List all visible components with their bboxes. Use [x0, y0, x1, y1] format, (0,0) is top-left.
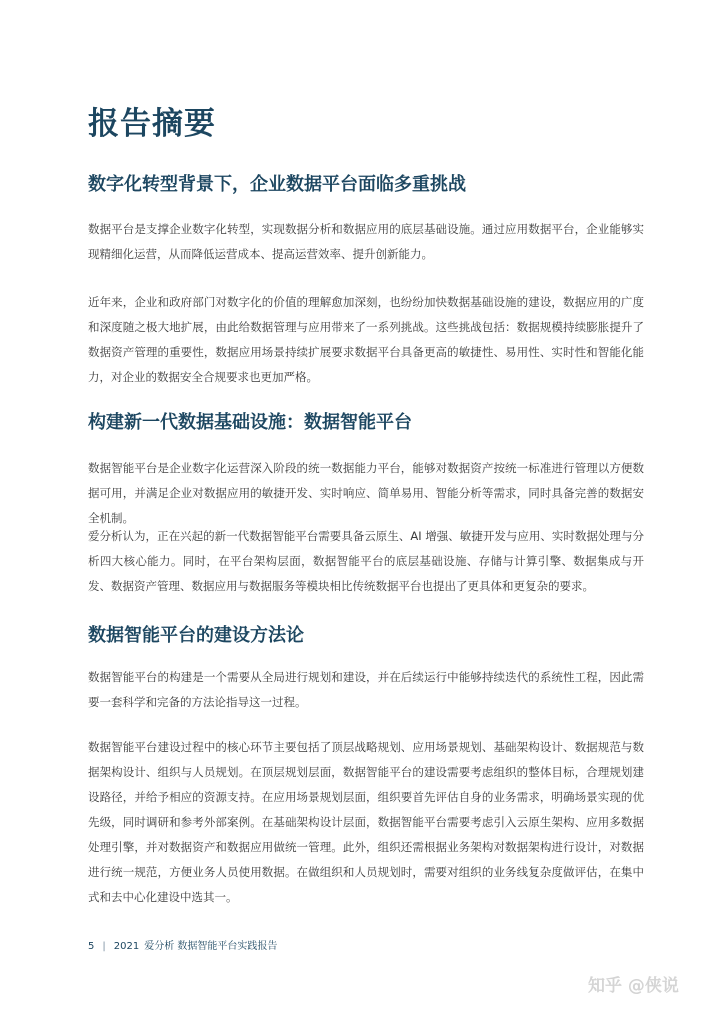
page-footer: [88, 939, 277, 955]
section-heading-3: 数据智能平台的建设方法论: [88, 625, 304, 646]
paragraph-3-1: 数据智能平台的构建是一个需要从全局进行规划和建设，并在后续运行中能够持续迭代的系统性工程，因此需要一套科学和完备的方法论指导这一过程。: [88, 670, 644, 709]
section-heading-2: 构建新一代数据基础设施：数据智能平台: [88, 412, 412, 433]
paragraph-1-1: 数据平台是支撑企业数字化转型，实现数据分析和数据应用的底层基础设施。通过应用数据平台，企业能够实现精细化运营，从而降低运营成本、提高运营效率、提升创新能力。: [88, 222, 644, 261]
paragraph-1-2: 近年来，企业和政府部门对数字化的价值的理解愈加深刻，也纷纷加快数据基础设施的建设，数据应用的广度和深度随之极大地扩展，由此给数据管理与应用带来了一系列挑战。这些挑战包括：数据规模持续膨胀提升了数据资产管理的重要性，数据应用场景持续扩展要求数据平台具备更高的敏捷性、易用性、实时性和智能化能力，对企业的数据安全合规要求也更加严格。: [88, 295, 644, 384]
footer-separator: |: [102, 941, 106, 952]
page-number: 5: [88, 941, 95, 952]
zhihu-watermark: 知乎 @侠说: [588, 976, 679, 996]
paragraph-2-1: 数据智能平台是企业数字化运营深入阶段的统一数据能力平台，能够对数据资产按统一标准进行管理以方便数据可用，并满足企业对数据应用的敏捷开发、实时响应、简单易用、智能分析等需求，同时具备完善的数据安全机制。: [88, 461, 644, 525]
page-title: 报告摘要: [88, 106, 216, 142]
paragraph-2-2: 爱分析认为，正在兴起的新一代数据智能平台需要具备云原生、AI 增强、敏捷开发与应用、实时数据处理与分析四大核心能力。同时，在平台架构层面，数据智能平台的底层基础设施、存储与计算引擎、数据集成与开发、数据资产管理、数据应用与数据服务等模块相比传统数据平台也提出了更具体和更复杂的要求。: [88, 529, 644, 593]
footer-year: 2021: [113, 941, 140, 952]
paragraph-3-2: 数据智能平台建设过程中的核心环节主要包括了顶层战略规划、应用场景规划、基础架构设计、数据规范与数据架构设计、组织与人员规划。在顶层规划层面，数据智能平台的建设需要考虑组织的整体目标，合理规划建设路径，并给予相应的资源支持。在应用场景规划层面，组织要首先评估自身的业务需求，明确场景实现的优先级，同时调研和参考外部案例。在基础架构设计层面，数据智能平台需要考虑引入云原生架构、应用多数据处理引擎，并对数据资产和数据应用做统一管理。此外，组织还需根据业务架构对数据架构进行设计，对数据进行统一规范，方便业务人员使用数据。在做组织和人员规划时，需要对组织的业务线复杂度做评估，在集中式和去中心化建设中选其一。: [88, 740, 644, 904]
footer-report-name: 爱分析 数据智能平台实践报告: [144, 941, 278, 952]
section-heading-1: 数字化转型背景下，企业数据平台面临多重挑战: [88, 174, 466, 195]
